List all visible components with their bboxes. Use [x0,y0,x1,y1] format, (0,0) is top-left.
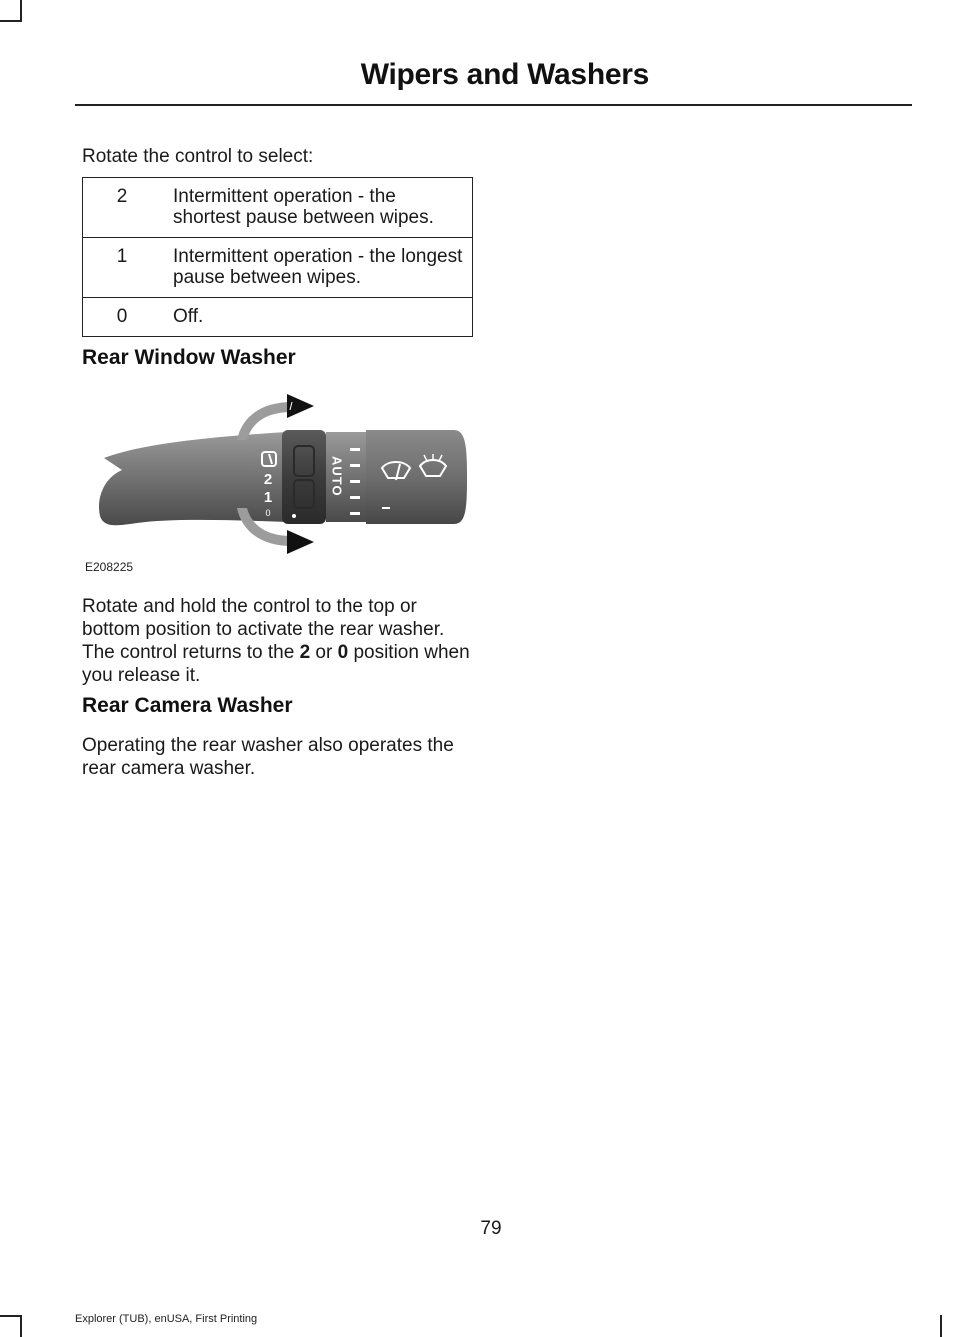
position-2-label: 2 [263,471,273,488]
crop-mark [20,1315,22,1337]
mode-description: Intermittent operation - the longest pause between wipes. [165,238,473,298]
wiper-stalk-illustration [82,388,477,578]
rear-camera-washer-heading: Rear Camera Washer [82,694,293,717]
intro-text: Rotate the control to select: [82,146,314,167]
header-divider [75,104,912,106]
mode-position: 1 [83,238,166,298]
table-row [83,298,473,337]
position-0-label: 0 [265,508,271,518]
footer-text: Explorer (TUB), enUSA, First Printing [75,1313,258,1325]
page-title: Wipers and Washers [360,58,649,91]
crop-mark [20,0,22,22]
position-2-ref: 2 [299,642,311,663]
mode-position: 2 [83,178,166,238]
figure-code: E208225 [85,560,134,574]
crop-mark [0,20,22,22]
page-number: 79 [480,1218,502,1239]
instruction-end: position when you release it. [82,642,470,686]
crop-mark [0,1315,22,1317]
stalk-body [99,432,287,525]
position-0-ref: 0 [337,642,349,663]
mode-description: Intermittent operation - the shortest pause between wipes. [165,178,473,238]
table-row [83,178,473,238]
position-1-label: 1 [263,489,273,506]
instruction-text: Rotate and hold the control to the top or bottom position to activate the rear washer. The control returns to the [82,596,445,663]
crop-mark [940,1315,942,1337]
rear-camera-washer-text: Operating the rear washer also operates the rear camera washer. [82,735,454,779]
rear-washer-instructions [82,595,477,687]
wiper-modes-table [82,177,473,337]
rear-window-washer-heading: Rear Window Washer [82,346,296,369]
table-row [83,238,473,298]
mode-position: 0 [83,298,166,337]
auto-label: AUTO [329,456,345,497]
instruction-or: or [310,642,338,663]
end-cap [366,430,467,524]
mode-description: Off. [165,298,473,337]
